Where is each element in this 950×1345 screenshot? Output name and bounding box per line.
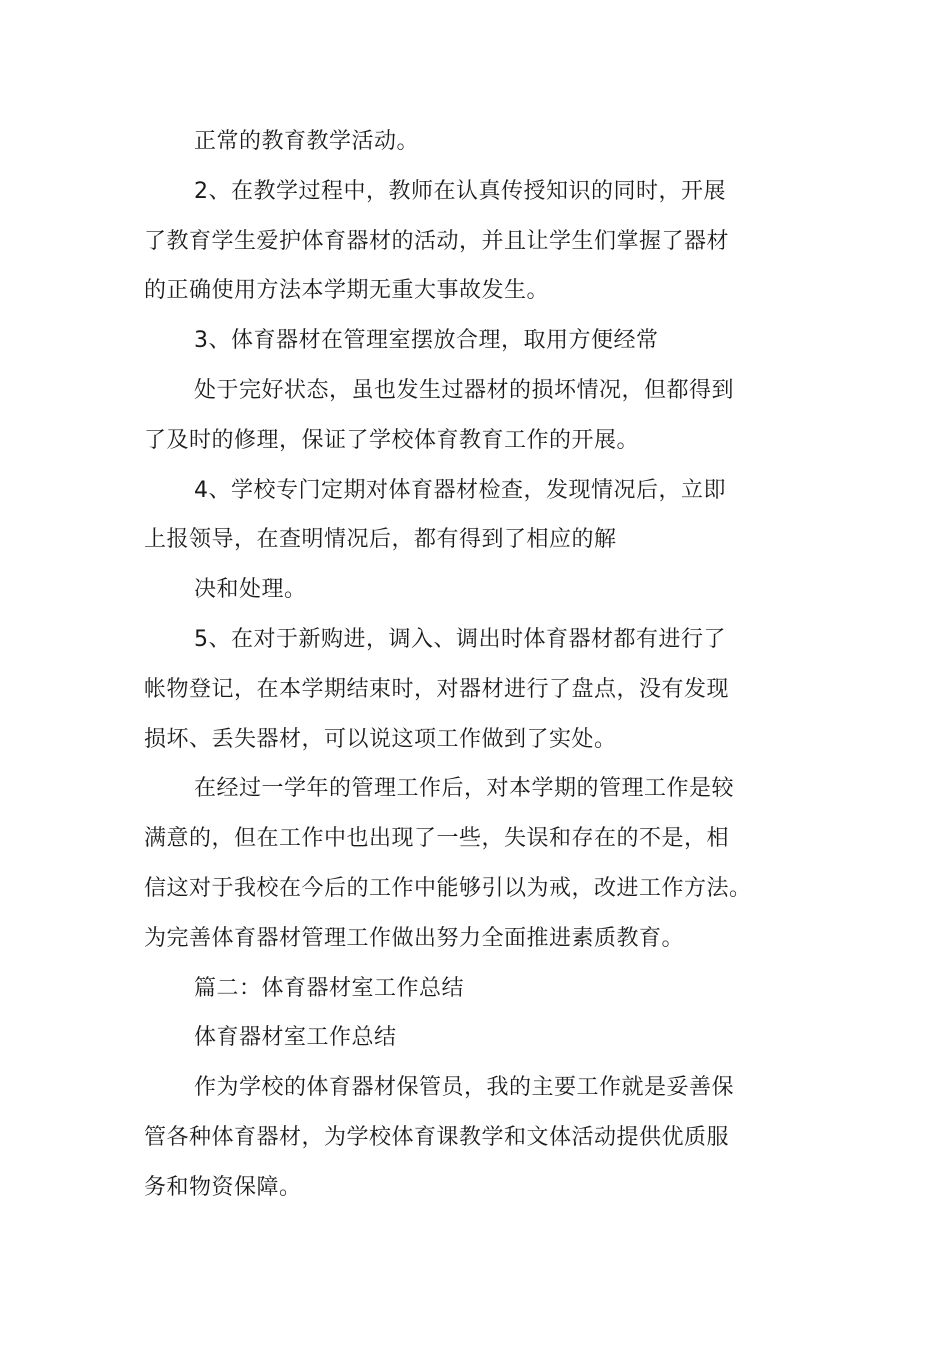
text-line: 信这对于我校在今后的工作中能够引以为戒，改进工作方法。: [144, 876, 752, 901]
text-line: 了教育学生爱护体育器材的活动，并且让学生们掌握了器材: [144, 229, 730, 254]
text-line: 帐物登记，在本学期结束时，对器材进行了盘点，没有发现: [144, 677, 730, 702]
text-line: 务和物资保障。: [144, 1175, 302, 1200]
text-line: 决和处理。: [194, 577, 307, 602]
text-line: 处于完好状态，虽也发生过器材的损坏情况，但都得到: [194, 378, 735, 403]
text-line: 了及时的修理，保证了学校体育教育工作的开展。: [144, 428, 640, 453]
text-line: 满意的，但在工作中也出现了一些，失误和存在的不是，相: [144, 826, 730, 851]
text-line: 上报领导，在查明情况后，都有得到了相应的解: [144, 527, 617, 552]
text-line: 的正确使用方法本学期无重大事故发生。: [144, 278, 550, 303]
text-line: 3、体育器材在管理室摆放合理，取用方便经常: [194, 328, 659, 353]
text-line: 为完善体育器材管理工作做出努力全面推进素质教育。: [144, 926, 685, 951]
text-line: 4、学校专门定期对体育器材检查，发现情况后，立即: [194, 478, 726, 503]
text-line: 正常的教育教学活动。: [194, 129, 420, 154]
text-line: 损坏、丢失器材，可以说这项工作做到了实处。: [144, 727, 617, 752]
text-line: 作为学校的体育器材保管员，我的主要工作就是妥善保: [194, 1075, 735, 1100]
text-line: 2、在教学过程中，教师在认真传授知识的同时，开展: [194, 179, 726, 204]
text-line: 5、在对于新购进，调入、调出时体育器材都有进行了: [194, 627, 726, 652]
section-heading: 篇二：体育器材室工作总结: [194, 976, 465, 1001]
text-line: 管各种体育器材，为学校体育课教学和文体活动提供优质服: [144, 1125, 730, 1150]
text-line: 在经过一学年的管理工作后，对本学期的管理工作是较: [194, 776, 735, 801]
section-title: 体育器材室工作总结: [194, 1025, 397, 1050]
